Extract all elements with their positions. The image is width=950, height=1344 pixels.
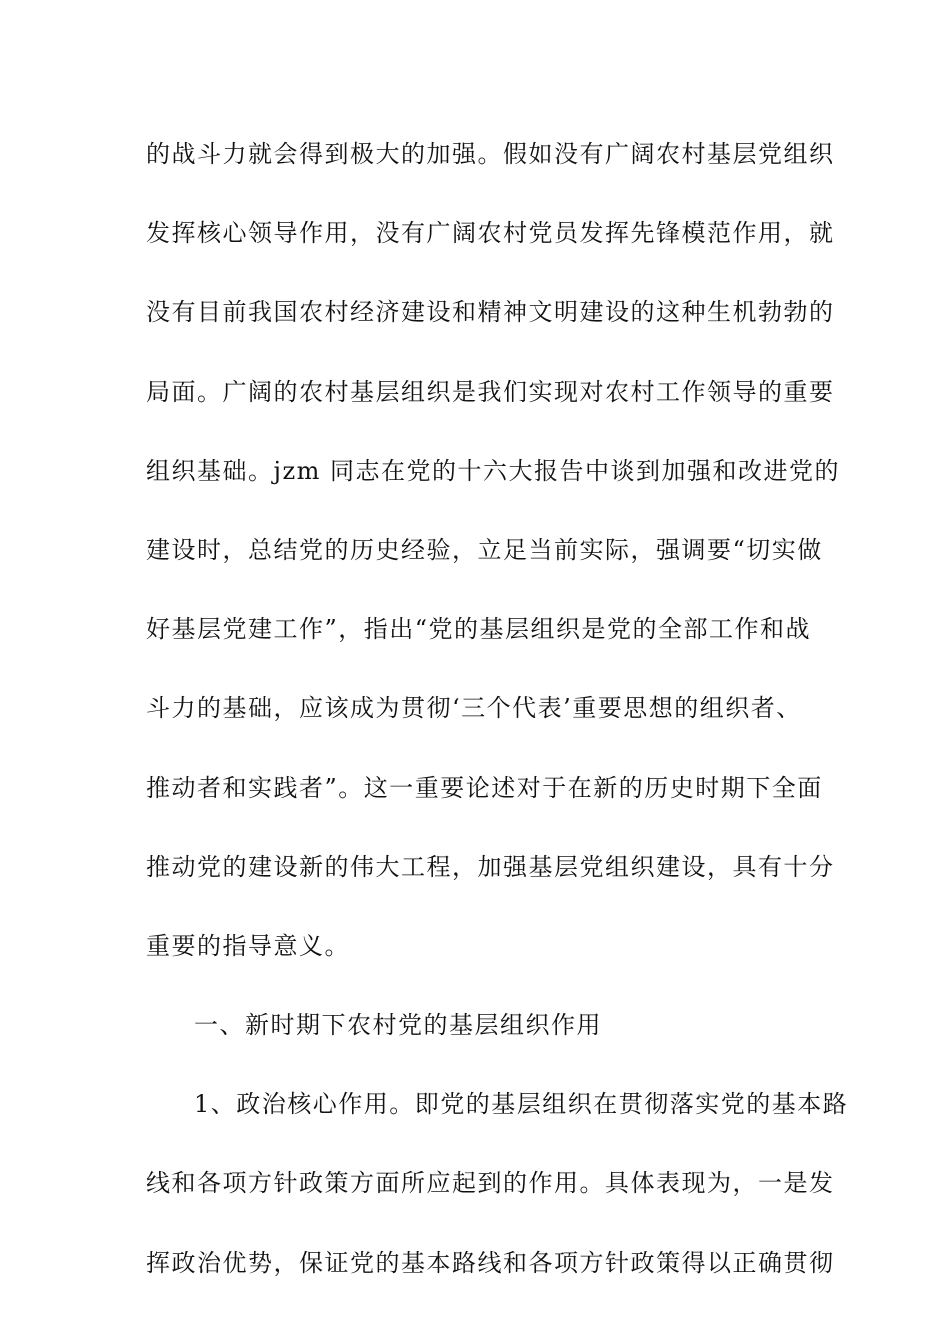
body-line: 线和各项方针政策方面所应起到的作用。具体表现为，一是发 [146,1169,835,1198]
body-line: 的战斗力就会得到极大的加强。假如没有广阔农村基层党组织 [146,140,835,168]
body-line: 发挥核心领导作用，没有广阔农村党员发挥先锋模范作用，就 [146,219,835,248]
body-line: 组织基础。jzm 同志在党的十六大报告中谈到加强和改进党的 [146,456,840,485]
body-line: 重要的指导意义。 [146,931,350,960]
body-line: 局面。广阔的农村基层组织是我们实现对农村工作领导的重要 [146,377,835,406]
document-body [146,130,849,1318]
body-line: 建设时，总结党的历史经验，立足当前实际，强调要“切实做 [146,535,823,564]
body-line: 挥政治优势，保证党的基本路线和各项方针政策得以正确贯彻 [146,1248,835,1277]
body-line: 推动党的建设新的伟大工程，加强基层党组织建设，具有十分 [146,852,835,881]
section-heading: 一、新时期下农村党的基层组织作用 [194,1011,602,1040]
body-line: 推动者和实践者”。这一重要论述对于在新的历史时期下全面 [146,773,823,802]
body-line: 没有目前我国农村经济建设和精神文明建设的这种生机勃勃的 [146,298,835,327]
body-line: 斗力的基础，应该成为贯彻‘三个代表’重要思想的组织者、 [146,694,802,723]
body-line: 1、政治核心作用。即党的基层组织在贯彻落实党的基本路 [194,1090,849,1119]
body-line: 好基层党建工作”，指出“党的基层组织是党的全部工作和战 [146,615,812,644]
